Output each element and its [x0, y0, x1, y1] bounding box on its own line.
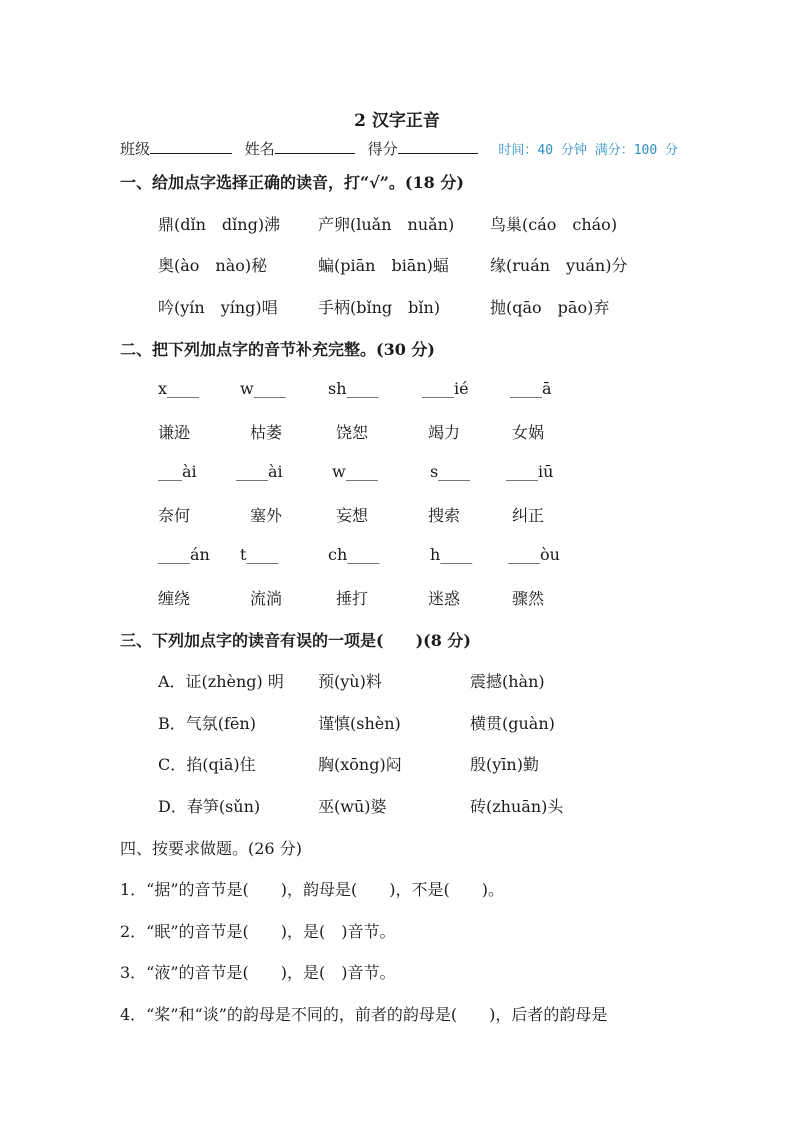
pinyin-blank[interactable]: sh____ — [328, 379, 379, 398]
sec1-item: 鼎(dǐn dǐng)沸 — [158, 215, 281, 234]
pinyin-blank[interactable]: w____ — [240, 379, 286, 398]
option-d-word: 砖(zhuān)头 — [470, 797, 564, 816]
word: 谦逊 — [158, 423, 191, 442]
sec1-item: 鸟巢(cáo cháo) — [490, 215, 618, 234]
option-d-word: 巫(wū)婆 — [318, 797, 387, 816]
sec1-item: 吟(yín yíng)唱 — [158, 298, 278, 317]
question-2: 2．“眠”的音节是( )，是( )音节。 — [120, 922, 396, 941]
sec1-item: 蝙(piān biān)蝠 — [318, 256, 449, 275]
class-blank[interactable] — [150, 139, 232, 154]
word: 流淌 — [250, 589, 283, 608]
word: 饶恕 — [336, 423, 369, 442]
option-b-word: 横贯(guàn) — [470, 714, 555, 733]
pinyin-blank[interactable]: ____án — [158, 545, 210, 564]
option-c-word: 胸(xōng)闷 — [318, 755, 402, 774]
word: 缠绕 — [158, 589, 191, 608]
word: 捶打 — [336, 589, 369, 608]
option-a[interactable]: A．证(zhèng) 明 — [158, 672, 284, 691]
question-4: 4．“桨”和“谈”的韵母是不同的，前者的韵母是( )，后者的韵母是 — [120, 1005, 608, 1024]
sec1-item: 产卵(luǎn nuǎn) — [318, 215, 455, 234]
section-3-heading: 三、下列加点字的读音有误的一项是( )(8 分) — [120, 631, 471, 650]
name-blank[interactable] — [275, 139, 355, 154]
page-title: 2 汉字正音 — [354, 111, 440, 131]
option-a-word: 预(yù)料 — [318, 672, 382, 691]
sec1-item: 抛(qāo pāo)弃 — [490, 298, 610, 317]
word: 女娲 — [512, 423, 545, 442]
word: 竭力 — [428, 423, 461, 442]
section-4-heading: 四、按要求做题。(26 分) — [120, 839, 302, 858]
option-b-word: 谨慎(shèn) — [318, 714, 401, 733]
option-c[interactable]: C．掐(qiā)住 — [158, 755, 256, 774]
sec1-item: 手柄(bǐng bǐn) — [318, 298, 441, 317]
pinyin-blank[interactable]: ___ài — [158, 462, 197, 481]
pinyin-blank[interactable]: ____ài — [236, 462, 283, 481]
question-1: 1．“据”的音节是( )，韵母是( )，不是( )。 — [120, 880, 504, 899]
pinyin-blank[interactable]: ____ā — [510, 379, 552, 398]
pinyin-blank[interactable]: ____ié — [422, 379, 469, 398]
word: 骤然 — [512, 589, 545, 608]
class-label: 班级 — [120, 140, 151, 158]
pinyin-blank[interactable]: x____ — [158, 379, 200, 398]
pinyin-blank[interactable]: ch____ — [328, 545, 380, 564]
name-label: 姓名 — [244, 140, 275, 158]
question-3: 3．“液”的音节是( )，是( )音节。 — [120, 963, 396, 982]
word: 妄想 — [336, 506, 369, 525]
word: 奈何 — [158, 506, 191, 525]
word: 枯萎 — [250, 423, 283, 442]
score-label: 得分 — [367, 140, 398, 158]
option-a-word: 震撼(hàn) — [470, 672, 545, 691]
student-info-line — [120, 138, 678, 159]
score-blank[interactable] — [398, 139, 478, 154]
word: 塞外 — [250, 506, 283, 525]
section-2-heading: 二、把下列加点字的音节补充完整。(30 分) — [120, 340, 435, 359]
sec1-item: 缘(ruán yuán)分 — [490, 256, 628, 275]
pinyin-blank[interactable]: h____ — [430, 545, 473, 564]
sec1-item: 奥(ào nào)秘 — [158, 256, 268, 275]
time-score-info: 时间：40 分钟 满分：100 分 — [498, 143, 679, 158]
pinyin-blank[interactable]: t____ — [240, 545, 279, 564]
option-c-word: 殷(yīn)勤 — [470, 755, 539, 774]
option-d[interactable]: D．春笋(sǔn) — [158, 797, 261, 816]
section-1-heading: 一、给加点字选择正确的读音，打“√”。(18 分) — [120, 173, 464, 192]
pinyin-blank[interactable]: w____ — [332, 462, 378, 481]
word: 搜索 — [428, 506, 461, 525]
pinyin-blank[interactable]: ____òu — [508, 545, 560, 564]
word: 迷惑 — [428, 589, 461, 608]
pinyin-blank[interactable]: ____iū — [506, 462, 554, 481]
word: 纠正 — [512, 506, 545, 525]
pinyin-blank[interactable]: s____ — [430, 462, 471, 481]
option-b[interactable]: B．气氛(fēn) — [158, 714, 256, 733]
